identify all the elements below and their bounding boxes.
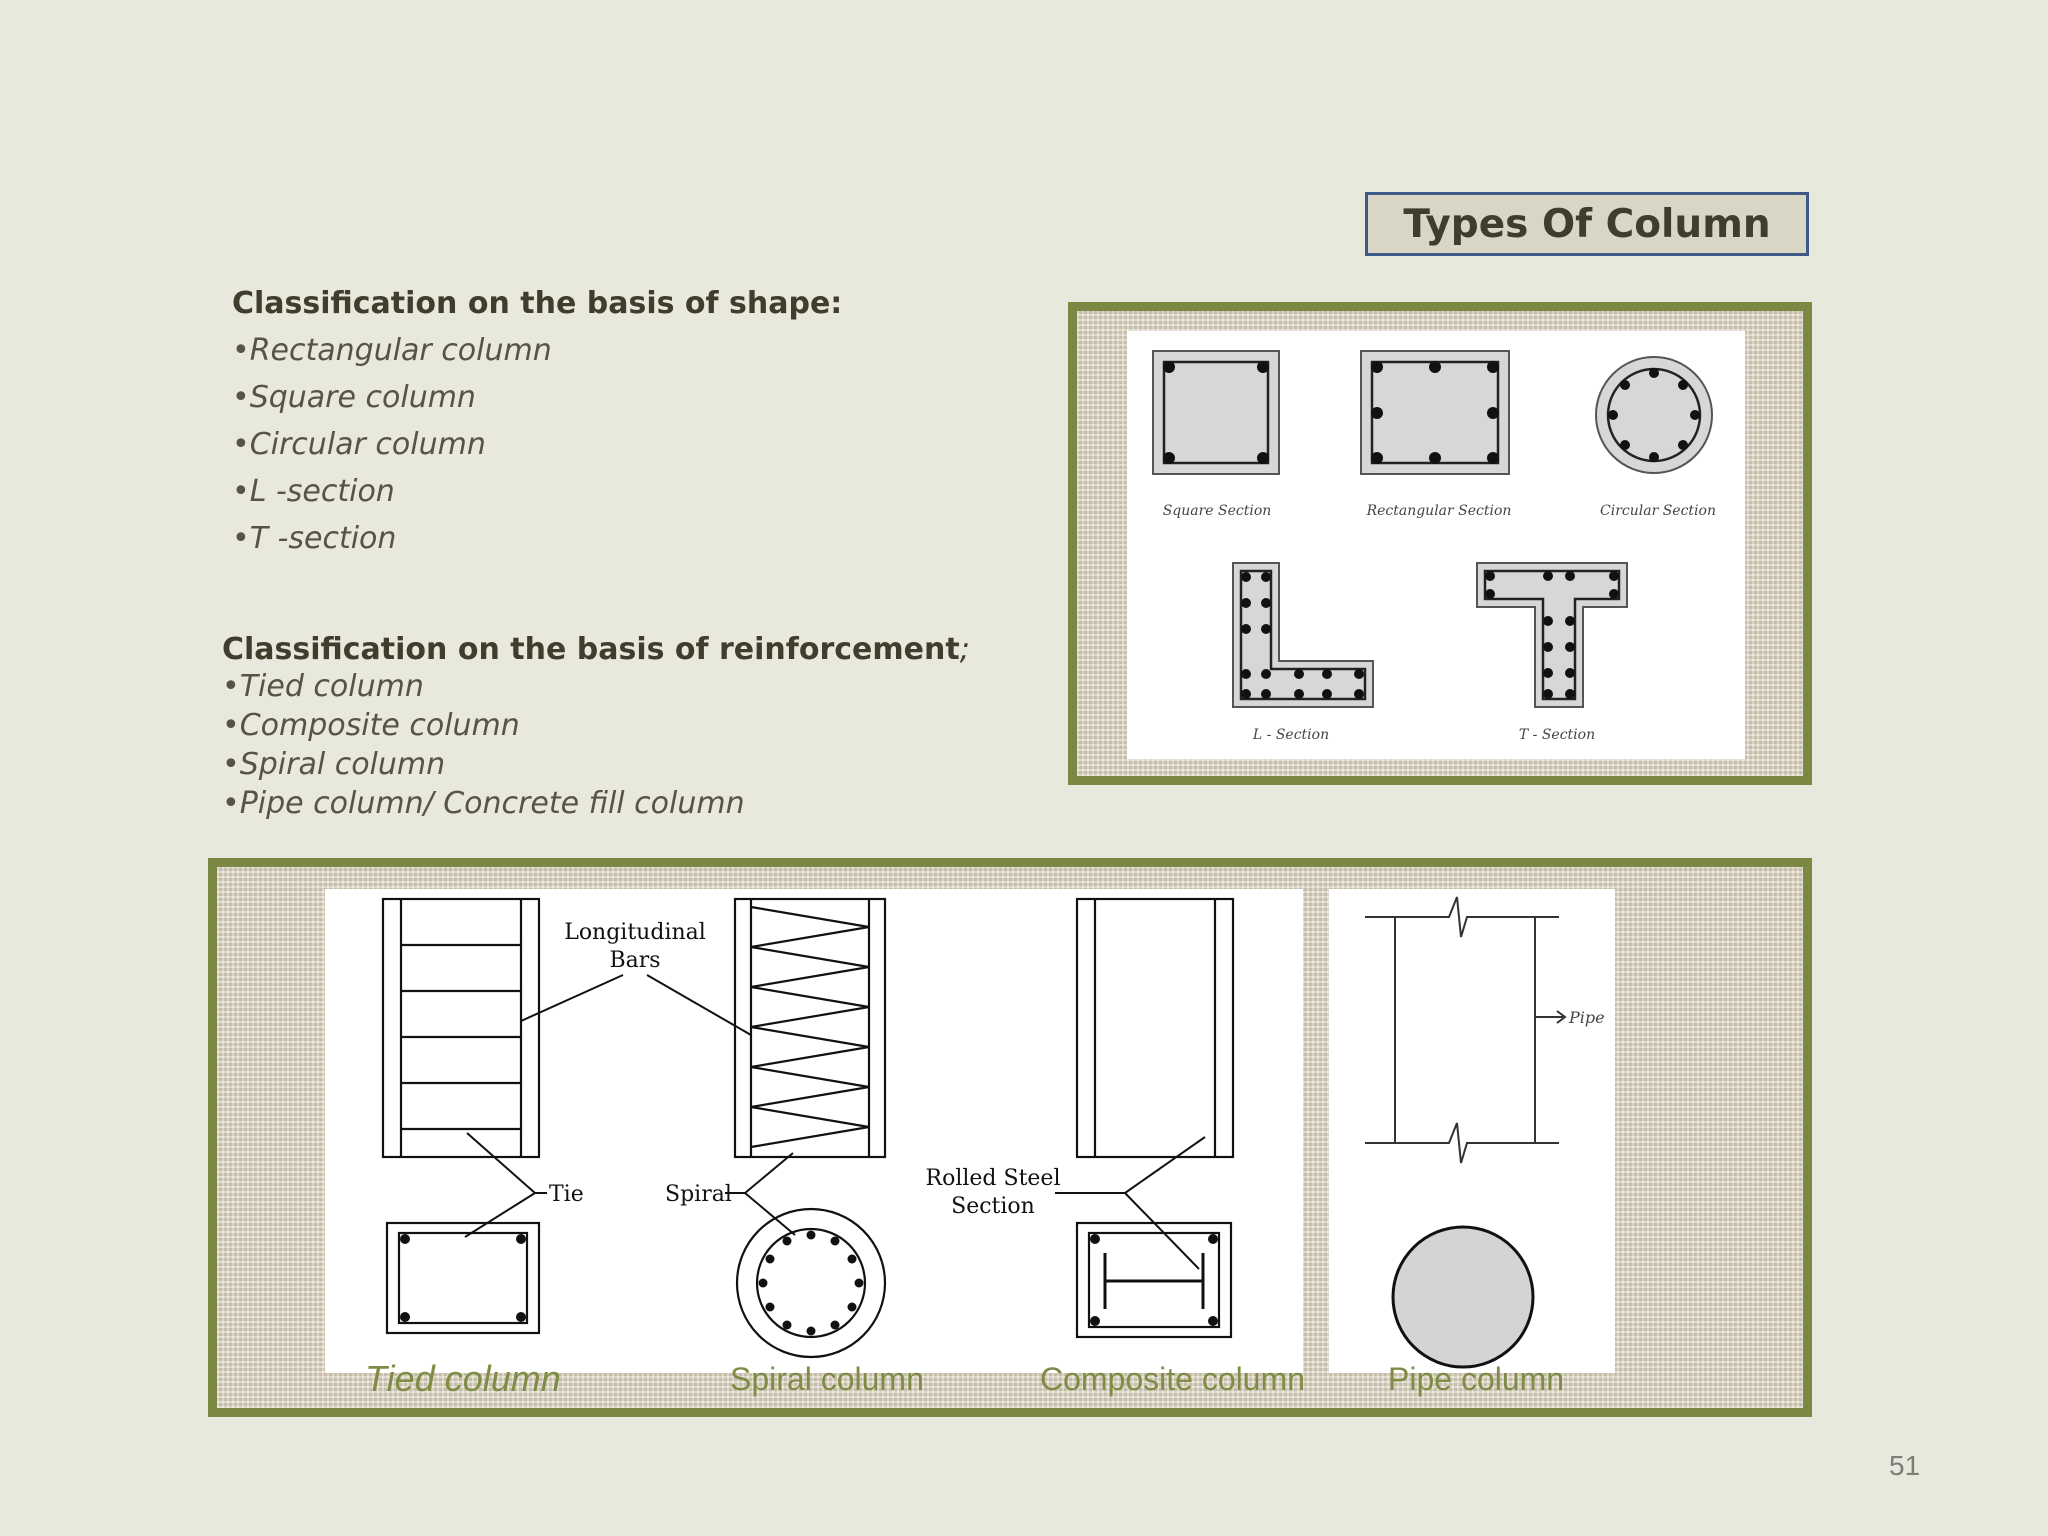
reinforcement-classification-list: [222, 632, 970, 823]
tied-section-diagram: [387, 1223, 539, 1333]
list-item: •Pipe column/ Concrete fill column: [222, 786, 745, 821]
circular-section-label: Circular Section: [1600, 503, 1716, 519]
tie-label: Tie: [549, 1182, 584, 1207]
pipe-section-diagram: [1393, 1227, 1533, 1367]
list-item: •L -section: [232, 474, 395, 509]
list-item: •Rectangular column: [232, 333, 552, 368]
composite-column-caption: Composite column: [1040, 1361, 1305, 1397]
pipe-column-diagram: [1329, 889, 1615, 1373]
shape-heading: Classification on the basis of shape:: [232, 286, 843, 321]
rectangular-section-diagram: [1361, 351, 1509, 474]
list-item: •Tied column: [222, 669, 424, 704]
l-section-label: L - Section: [1252, 727, 1330, 743]
composite-column-elevation: [1077, 899, 1233, 1157]
square-section-diagram: [1153, 351, 1279, 474]
list-item: •Square column: [232, 380, 476, 415]
reinforcement-types-panel: [208, 858, 1812, 1417]
longitudinal-label-line2: Bars: [609, 948, 661, 973]
spiral-column-caption: Spiral column: [730, 1361, 924, 1397]
shape-sections-diagram: [1127, 331, 1745, 759]
rolled-steel-label-line1: Rolled Steel: [925, 1166, 1061, 1191]
reinforcement-heading: Classification on the basis of reinforcement;: [222, 632, 970, 667]
list-item: •Composite column: [222, 708, 520, 743]
pipe-column-caption: Pipe column: [1388, 1361, 1565, 1397]
list-item: •T -section: [232, 521, 397, 556]
shape-classification-list: [232, 286, 842, 562]
l-section-diagram: [1233, 563, 1373, 707]
reinforcement-diagram: [325, 889, 1303, 1373]
shape-sections-figure: [1127, 331, 1745, 759]
longitudinal-label-line1: Longitudinal: [564, 920, 706, 945]
square-section-label: Square Section: [1162, 503, 1272, 519]
list-item: •Spiral column: [222, 747, 446, 782]
shape-sections-panel: [1068, 302, 1812, 785]
circular-section-diagram: [1596, 357, 1712, 473]
spiral-column-elevation: [735, 899, 885, 1157]
t-section-label: T - Section: [1518, 727, 1596, 743]
t-section-diagram: [1477, 563, 1627, 707]
tie-pointer-lines: [465, 1133, 547, 1237]
pipe-column-figure: [1329, 889, 1615, 1373]
list-item: •Circular column: [232, 427, 486, 462]
page-number: 51: [1889, 1450, 1921, 1481]
longitudinal-pointer-lines: [521, 975, 751, 1035]
slide-title-box: [1365, 192, 1809, 256]
spiral-label: Spiral: [665, 1182, 732, 1207]
spiral-pointer-lines: [725, 1153, 795, 1235]
slide-title: Types Of Column: [1403, 201, 1771, 247]
composite-section-diagram: [1077, 1223, 1231, 1337]
rectangular-section-label: Rectangular Section: [1366, 503, 1512, 519]
spiral-section-diagram: [737, 1209, 885, 1357]
pipe-label: Pipe: [1569, 1008, 1605, 1027]
pipe-column-elevation: [1365, 897, 1565, 1163]
reinforcement-figure: [325, 889, 1303, 1373]
tied-column-caption: Tied column: [365, 1358, 561, 1399]
tied-column-elevation: [383, 899, 539, 1157]
rolled-steel-label-line2: Section: [951, 1194, 1035, 1219]
